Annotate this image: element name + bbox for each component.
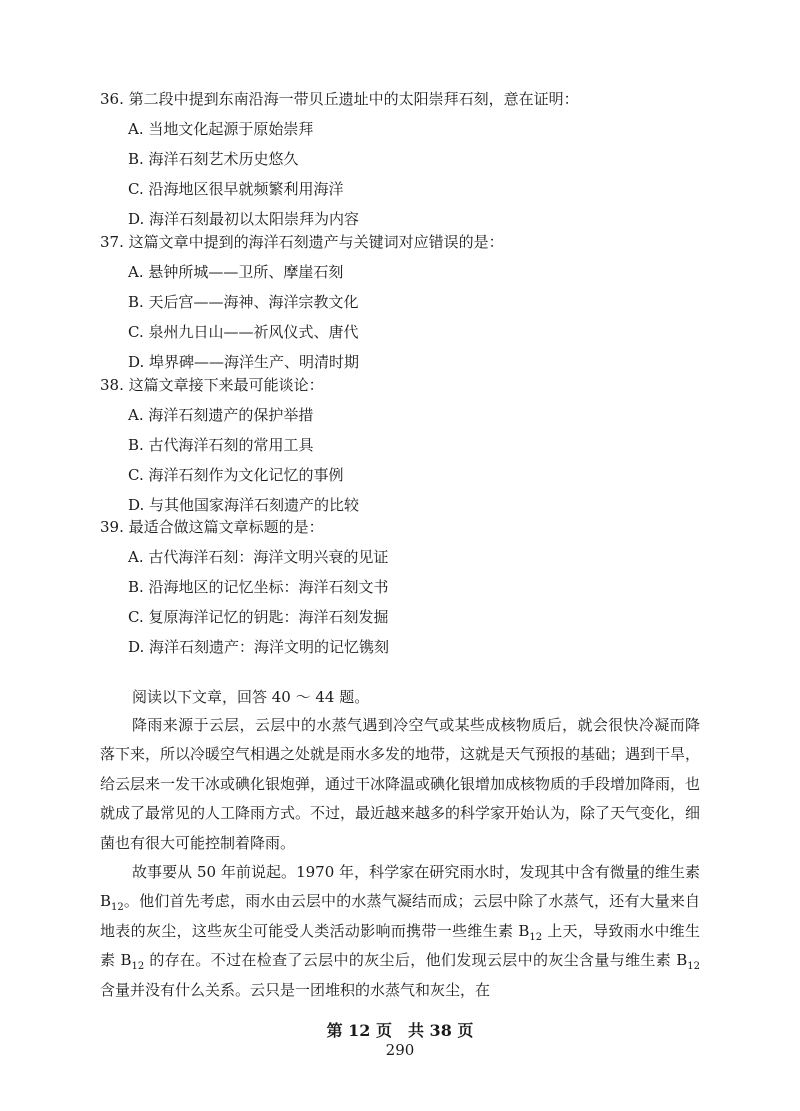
- option-c: C. 海洋石刻作为文化记忆的事例: [128, 466, 344, 484]
- passage-paragraph-1: 降雨来源于云层，云层中的水蒸气遇到冷空气或某些成核物质后，就会很快冷凝而降落下来，所以冷暖空气相遇之处就是雨水多发的地带，这就是天气预报的基础；遇到干旱，给云层来一发干冰或碘化银炮弹，通过干冰降温或碘化银增加成核物质的手段增加降雨，也就成了最常见的人工降雨方式。不过，最近越来越多的科学家开始认为，除了天气变化，细菌也有很大可能控制着降雨。: [100, 716, 701, 852]
- subscript-12: 12: [687, 961, 700, 973]
- option-b: B. 古代海洋石刻的常用工具: [128, 436, 314, 454]
- option-b: B. 天后宫——海神、海洋宗教文化: [128, 293, 359, 311]
- question-stem: 39. 最适合做这篇文章标题的是：: [100, 518, 324, 536]
- option-a: A. 海洋石刻遗产的保护举措: [128, 406, 314, 424]
- option-d: D. 与其他国家海洋石刻遗产的比较: [128, 496, 360, 514]
- question-37: [100, 227, 720, 377]
- question-stem: 37. 这篇文章中提到的海洋石刻遗产与关键词对应错误的是：: [100, 233, 504, 251]
- option-c: C. 泉州九日山——祈风仪式、唐代: [128, 323, 359, 341]
- option-d: D. 埠界碑——海洋生产、明清时期: [128, 353, 360, 371]
- option-b: B. 海洋石刻艺术历史悠久: [128, 150, 299, 168]
- page-number: 290: [385, 1041, 415, 1059]
- paragraph-text: 含量并没有什么关系。云只是一团堆积的水蒸气和灰尘，在: [100, 980, 491, 999]
- paragraph-text: 上天，导致雨水中维生素 B: [100, 921, 700, 970]
- question-stem: 36. 第二段中提到东南沿海一带贝丘遗址中的太阳崇拜石刻，意在证明：: [100, 90, 579, 108]
- paragraph-text: 故事要从 50 年前说起。1970 年，科学家在研究雨水时，发现其中含有微量的维生素 B: [100, 863, 700, 911]
- paragraph-text: 的存在。不过在检查了云层中的灰尘后，他们发现云层中的灰尘含量与维生素 B: [144, 951, 688, 970]
- subscript-12: 12: [131, 961, 145, 973]
- option-c: C. 沿海地区很早就频繁利用海洋: [128, 180, 344, 198]
- question-stem: 38. 这篇文章接下来最可能谈论：: [100, 376, 324, 394]
- reading-passage: [100, 683, 700, 1005]
- question-39: [100, 512, 720, 662]
- paragraph-text: 。他们首先考虑，雨水由云层中的水蒸气凝结而成；云层中除了水蒸气，还有大量来自地表的灰尘，这些灰尘可能受人类活动影响而携带一些维生素 B: [100, 892, 700, 940]
- reading-intro: 阅读以下文章，回答 40 ～ 44 题。: [132, 688, 370, 706]
- page-indicator: 第 12 页 共 38 页: [326, 1021, 474, 1040]
- option-a: A. 古代海洋石刻：海洋文明兴衰的见证: [128, 548, 389, 566]
- option-d: D. 海洋石刻遗产：海洋文明的记忆镌刻: [128, 638, 390, 656]
- option-c: C. 复原海洋记忆的钥匙：海洋石刻发掘: [128, 608, 389, 626]
- subscript-12: 12: [529, 931, 543, 943]
- option-a: A. 悬钟所城——卫所、摩崖石刻: [128, 263, 344, 281]
- question-38: [100, 370, 720, 520]
- option-d: D. 海洋石刻最初以太阳崇拜为内容: [128, 210, 360, 228]
- question-36: [100, 84, 720, 234]
- option-b: B. 沿海地区的记忆坐标：海洋石刻文书: [128, 578, 389, 596]
- passage-paragraph-2: [100, 858, 700, 1005]
- subscript-12: 12: [111, 902, 124, 914]
- option-a: A. 当地文化起源于原始崇拜: [128, 120, 314, 138]
